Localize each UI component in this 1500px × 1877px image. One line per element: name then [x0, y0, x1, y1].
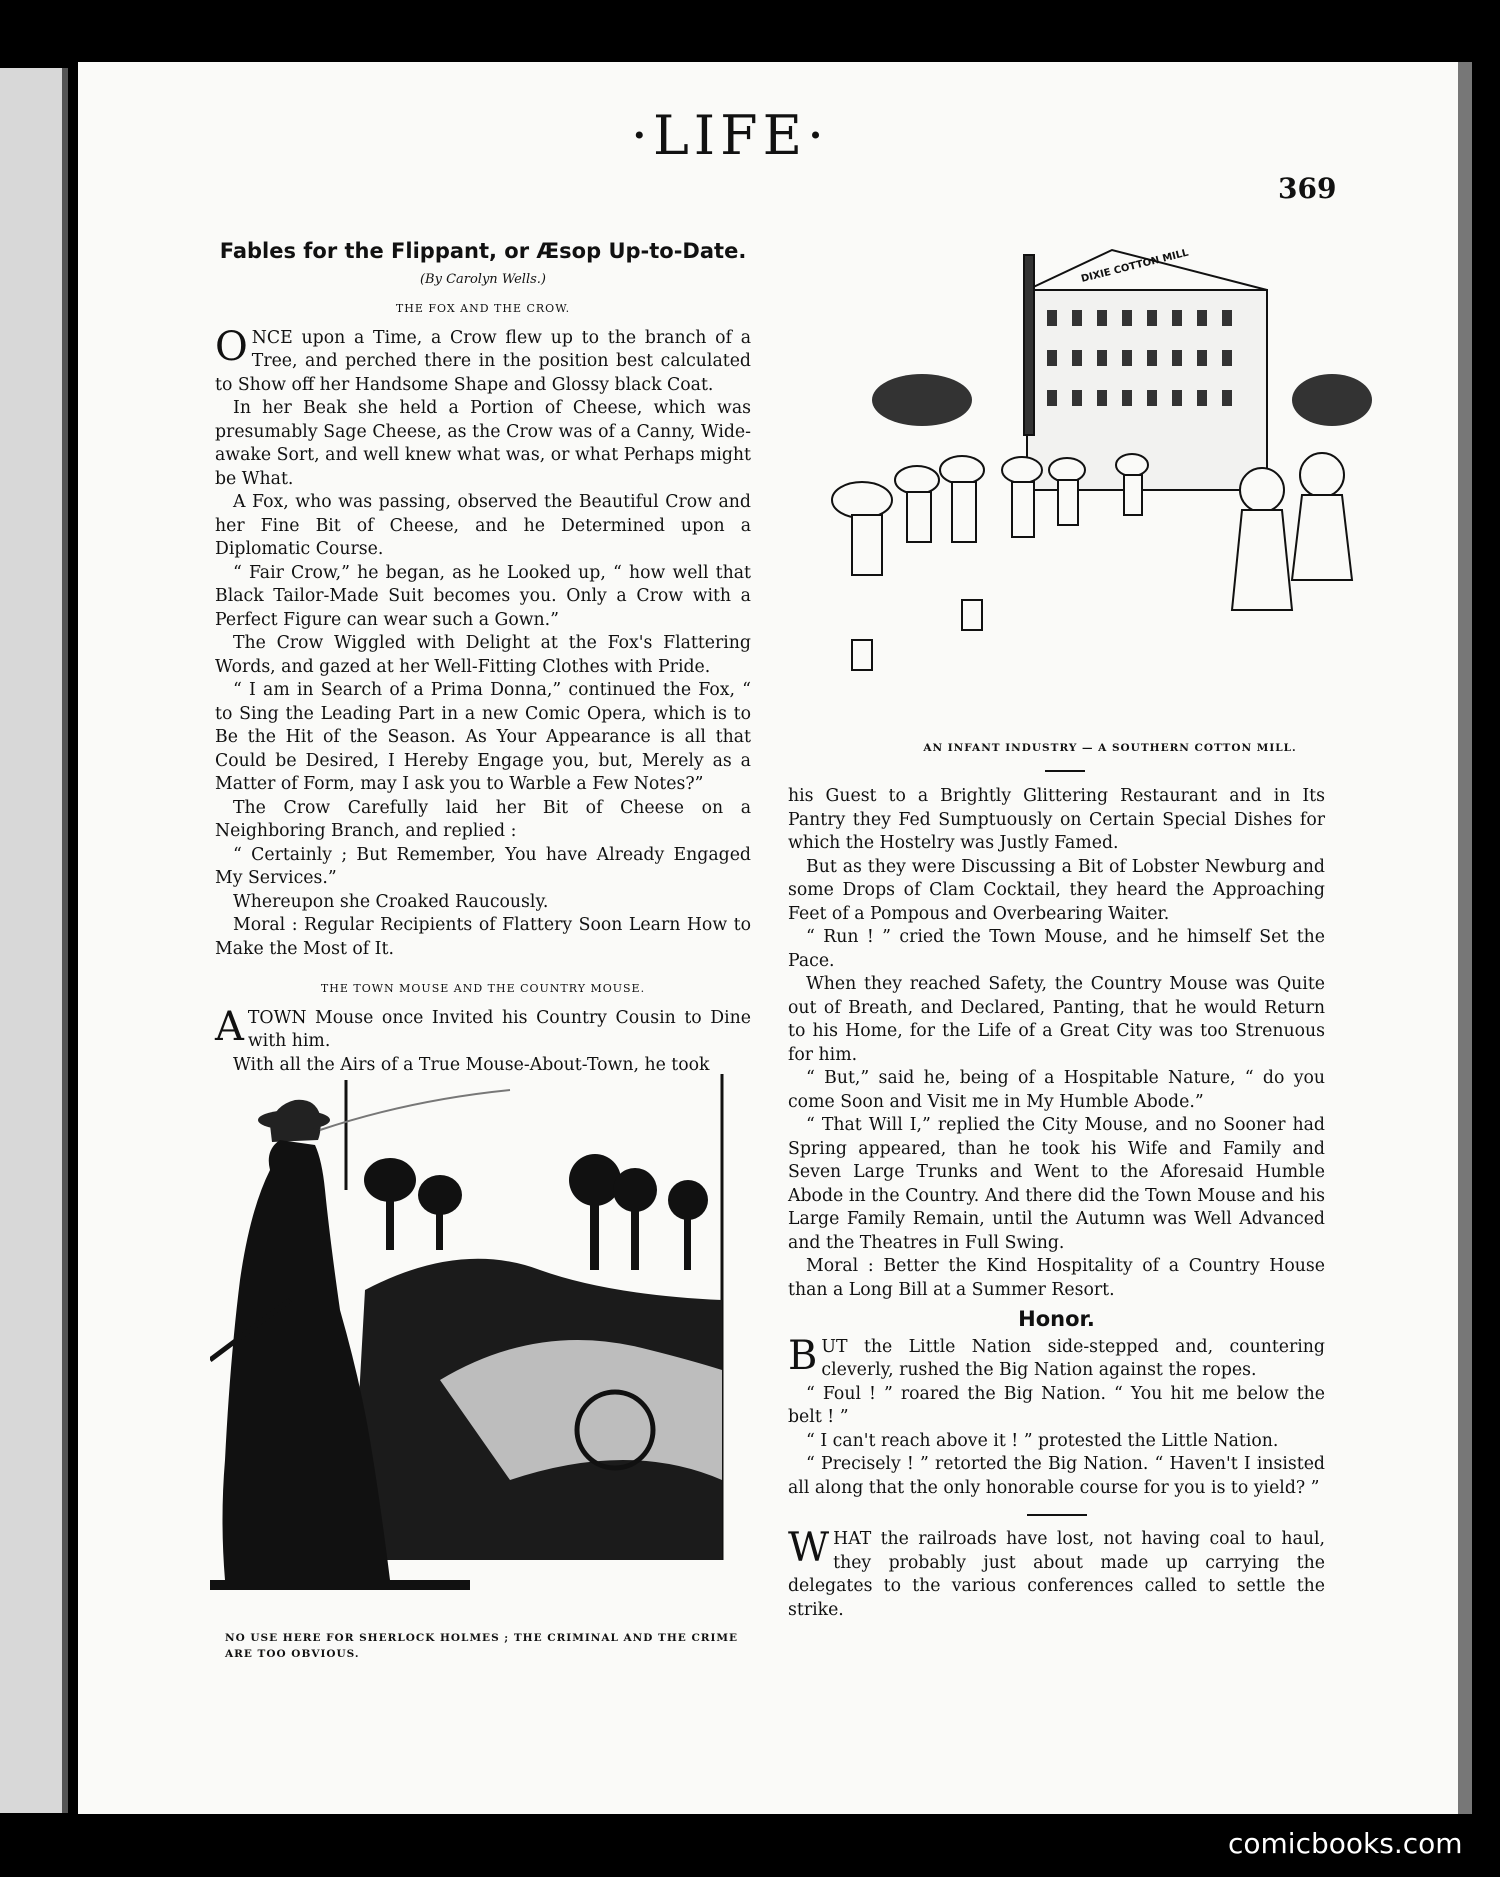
page-number: 369 [1278, 172, 1337, 205]
cotton-mill-illustration [812, 230, 1397, 730]
honor-paragraph: “ I can't reach above it ! ” protested the Little Nation. [806, 1430, 1279, 1451]
fable2-paragraph: “ That Will I,” replied the City Mouse, and no Sooner had Spring appeared, than he took his Wife and Family and Seven Large Trunks and Went to the Aforesaid Humble Abode in the Country. And there did the Town Mouse and his Large Family Remain, until the Autumn was Well Advanced and the Theatres in Full Swing. [788, 1115, 1325, 1253]
watermark: comicbooks.com [1228, 1827, 1463, 1860]
cotton-mill-caption: AN INFANT INDUSTRY — A SOUTHERN COTTON MILL. [923, 742, 1297, 754]
fable1-paragraph: ONCE upon a Time, a Crow flew up to the branch of a Tree, and perched there in the position best calculated to Show off her Handsome Shape and Glossy black Coat. [215, 323, 751, 395]
fable1-paragraph: “ Certainly ; But Remember, You have Already Engaged My Services.” [215, 844, 751, 888]
magazine-title: ·LIFE· [630, 104, 830, 167]
fable2-paragraph: his Guest to a Brightly Glittering Restaurant and in Its Pantry they Fed Sumptuously on Certain Special Dishes for which the Hostelry was Justly Famed. [788, 786, 1325, 853]
fable1-paragraph: The Crow Carefully laid her Bit of Cheese on a Neighboring Branch, and replied : [215, 797, 751, 841]
sherlock-caption: NO USE HERE FOR SHERLOCK HOLMES ; THE CRIMINAL AND THE CRIME ARE TOO OBVIOUS. [225, 1632, 739, 1660]
fable2-moral: Moral : Better the Kind Hospitality of a Country House than a Long Bill at a Summer Resort. [788, 1256, 1325, 1300]
fable2-subtitle: THE TOWN MOUSE AND THE COUNTRY MOUSE. [320, 982, 646, 995]
fable2-paragraph: But as they were Discussing a Bit of Lobster Newburg and some Drops of Clam Cocktail, they heard the Approaching Feet of a Pompous and Overbearing Waiter. [788, 856, 1325, 924]
right-column [788, 785, 1325, 1622]
previous-page-edge [0, 68, 68, 1813]
sherlock-illustration [210, 1060, 740, 1620]
honor-paragraph: BUT the Little Nation side-stepped and, countering cleverly, rushed the Big Nation against the ropes. [788, 1332, 1325, 1380]
page-binding-edge [1458, 62, 1472, 1814]
honor-title: Honor. [1018, 1307, 1095, 1331]
left-column [215, 240, 751, 1077]
fable1-paragraph: In her Beak she held a Portion of Cheese, which was presumably Sage Cheese, as the Crow was of a Canny, Wide-awake Sort, and well knew what was, or what Perhaps might be What. [215, 398, 751, 489]
fable2-paragraph: With all the Airs of a True Mouse-About-Town, he took [233, 1054, 710, 1075]
fable2-paragraph: “ But,” said he, being of a Hospitable Nature, “ do you come Soon and Visit me in My Humble Abode.” [788, 1068, 1325, 1112]
railroads-paragraph: WHAT the railroads have lost, not having coal to haul, they probably just about made up carrying the delegates to the various conferences called to settle the strike. [788, 1525, 1325, 1620]
fable1-moral: Moral : Regular Recipients of Flattery Soon Learn How to Make the Most of It. [215, 915, 751, 959]
mill-sign-text: DIXIE COTTON MILL [1080, 247, 1190, 285]
fable2-paragraph: “ Run ! ” cried the Town Mouse, and he himself Set the Pace. [788, 927, 1325, 971]
honor-paragraph: “ Foul ! ” roared the Big Nation. “ You hit me below the belt ! ” [788, 1383, 1325, 1427]
fable2-paragraph: ATOWN Mouse once Invited his Country Cousin to Dine with him. [215, 1003, 751, 1051]
dropcap: B [788, 1332, 818, 1379]
fable2-paragraph: When they reached Safety, the Country Mouse was Quite out of Breath, and Declared, Panting, that he would Return to his Home, for the Life of a Great City was too Strenuous for him. [788, 974, 1325, 1065]
dropcap: O [215, 323, 248, 370]
article-title: Fables for the Flippant, or Æsop Up-to-Date. [219, 239, 747, 263]
fable1-paragraph: The Crow Wiggled with Delight at the Fox's Flattering Words, and gazed at her Well-Fitting Clothes with Pride. [215, 633, 751, 677]
fable1-paragraph: A Fox, who was passing, observed the Beautiful Crow and her Fine Bit of Cheese, and he Determined upon a Diplomatic Course. [215, 492, 751, 559]
dropcap: W [788, 1525, 830, 1571]
byline: (By Carolyn Wells.) [419, 271, 547, 287]
fable1-subtitle: THE FOX AND THE CROW. [395, 302, 571, 315]
fable1-paragraph: Whereupon she Croaked Raucously. [233, 891, 549, 912]
fable1-paragraph: “ I am in Search of a Prima Donna,” continued the Fox, “ to Sing the Leading Part in a new Comic Opera, which is to Be the Hit of the Season. As Your Appearance is all that Could be Desired, I Hereby Engage you, but, Merely as a Matter of Form, may I ask you to Warble a Few Notes?” [215, 680, 751, 794]
divider-rule [1045, 770, 1085, 772]
fable1-paragraph: “ Fair Crow,” he began, as he Looked up, “ how well that Black Tailor-Made Suit becomes you. Only a Crow with a Perfect Figure can wear such a Gown.” [215, 562, 751, 630]
honor-paragraph: “ Precisely ! ” retorted the Big Nation. “ Haven't I insisted all along that the only honorable course for you is to yield? ” [788, 1454, 1325, 1498]
divider-rule [1027, 1514, 1087, 1516]
dropcap: A [215, 1003, 244, 1050]
